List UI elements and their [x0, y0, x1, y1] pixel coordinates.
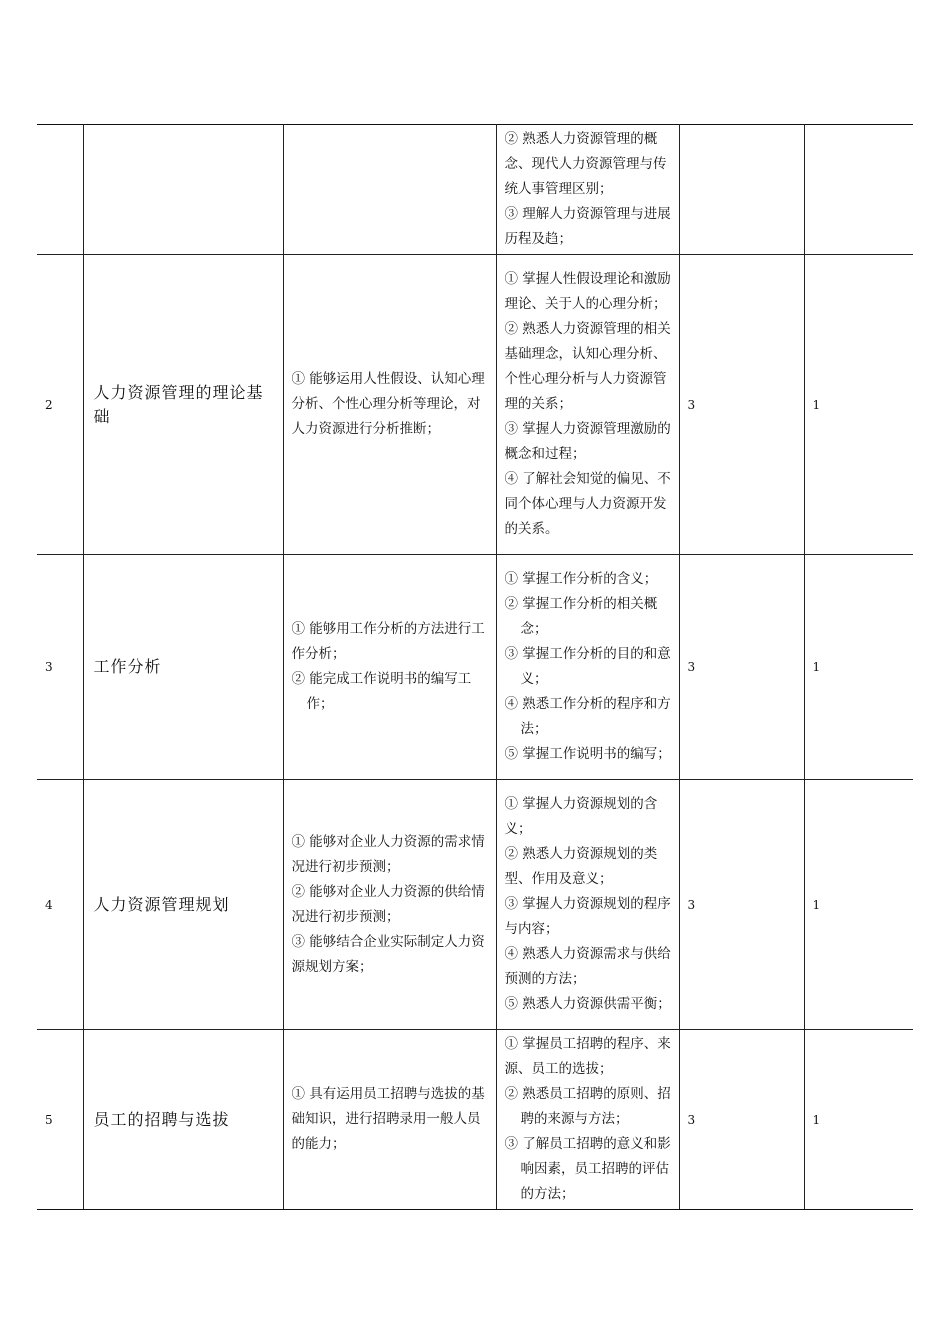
row-number	[37, 125, 83, 255]
knowledge-item: ② 熟悉人力资源规划的类型、作用及意义；	[504, 846, 658, 887]
ability-goals	[283, 555, 496, 780]
knowledge-item: ① 掌握工作分析的含义；	[504, 571, 658, 587]
chapter-name	[83, 125, 283, 255]
knowledge-item: ③ 掌握人力资源规划的程序与内容；	[504, 896, 671, 937]
knowledge-item: ③ 掌握人力资源管理激励的概念和过程；	[504, 421, 671, 462]
knowledge-item: ② 掌握工作分析的相关概念；	[504, 596, 658, 637]
table-row	[37, 125, 913, 255]
table-row	[37, 255, 913, 555]
knowledge-item: ⑤ 熟悉人力资源供需平衡；	[504, 996, 671, 1012]
knowledge-item: ② 熟悉人力资源管理的相关基础理念，认知心理分析、个性心理分析与人力资源管理的关系；	[504, 321, 671, 412]
chapter-name: 员工的招聘与选拔	[83, 1030, 283, 1210]
ability-item: ① 能够用工作分析的方法进行工作分析；	[291, 621, 485, 662]
chapter-name: 人力资源管理规划	[83, 780, 283, 1030]
ability-goals	[283, 255, 496, 555]
knowledge-item: ② 熟悉人力资源管理的概念、现代人力资源管理与传统人事管理区别；	[504, 131, 667, 197]
hours-practice: 1	[804, 255, 913, 555]
hours-practice: 1	[804, 555, 913, 780]
knowledge-item: ④ 了解社会知觉的偏见、不同个体心理与人力资源开发的关系。	[504, 471, 671, 537]
table-row	[37, 1030, 913, 1210]
knowledge-goals	[496, 780, 679, 1030]
hours-theory: 3	[679, 780, 804, 1030]
knowledge-item: ① 掌握员工招聘的程序、来源、员工的选拔；	[504, 1036, 671, 1077]
ability-item: ① 能够对企业人力资源的需求情况进行初步预测；	[291, 833, 485, 875]
hours-theory: 3	[679, 255, 804, 555]
row-number: 5	[37, 1030, 83, 1210]
knowledge-item: ⑤ 掌握工作说明书的编写；	[504, 746, 671, 762]
knowledge-goals	[496, 1030, 679, 1210]
knowledge-item: ④ 熟悉工作分析的程序和方法；	[504, 696, 671, 737]
ability-item: ② 能够对企业人力资源的供给情况进行初步预测；	[291, 883, 485, 925]
ability-item: ① 能够运用人性假设、认知心理分析、个性心理分析等理论，对人力资源进行分析推断；	[291, 371, 485, 437]
course-outline-table	[37, 124, 913, 1210]
row-number: 2	[37, 255, 83, 555]
chapter-name: 工作分析	[83, 555, 283, 780]
hours-theory	[679, 125, 804, 255]
hours-theory: 3	[679, 1030, 804, 1210]
row-number: 4	[37, 780, 83, 1030]
knowledge-goals	[496, 555, 679, 780]
hours-theory: 3	[679, 555, 804, 780]
knowledge-item: ④ 熟悉人力资源需求与供给预测的方法；	[504, 946, 671, 987]
table-row	[37, 555, 913, 780]
knowledge-item: ③ 理解人力资源管理与进展历程及趋；	[504, 206, 671, 247]
row-number: 3	[37, 555, 83, 780]
knowledge-item: ① 掌握人力资源规划的含义；	[504, 796, 658, 837]
hours-practice	[804, 125, 913, 255]
ability-goals	[283, 1030, 496, 1210]
ability-goals	[283, 125, 496, 255]
knowledge-item: ① 掌握人性假设理论和激励理论、关于人的心理分析；	[504, 271, 671, 312]
chapter-name: 人力资源管理的理论基础	[83, 255, 283, 555]
knowledge-item: ③ 掌握工作分析的目的和意义；	[504, 646, 671, 687]
hours-practice: 1	[804, 780, 913, 1030]
knowledge-goals	[496, 255, 679, 555]
knowledge-goals	[496, 125, 679, 255]
ability-item: ② 能完成工作说明书的编写工作；	[291, 671, 472, 712]
ability-item: ① 具有运用员工招聘与选拔的基础知识，进行招聘录用一般人员的能力；	[291, 1086, 485, 1152]
knowledge-item: ② 熟悉员工招聘的原则、招聘的来源与方法；	[504, 1086, 671, 1127]
ability-goals	[283, 780, 496, 1030]
table-row	[37, 780, 913, 1030]
ability-item: ③ 能够结合企业实际制定人力资源规划方案；	[291, 933, 485, 975]
hours-practice: 1	[804, 1030, 913, 1210]
knowledge-item: ③ 了解员工招聘的意义和影响因素，员工招聘的评估的方法；	[504, 1136, 671, 1202]
